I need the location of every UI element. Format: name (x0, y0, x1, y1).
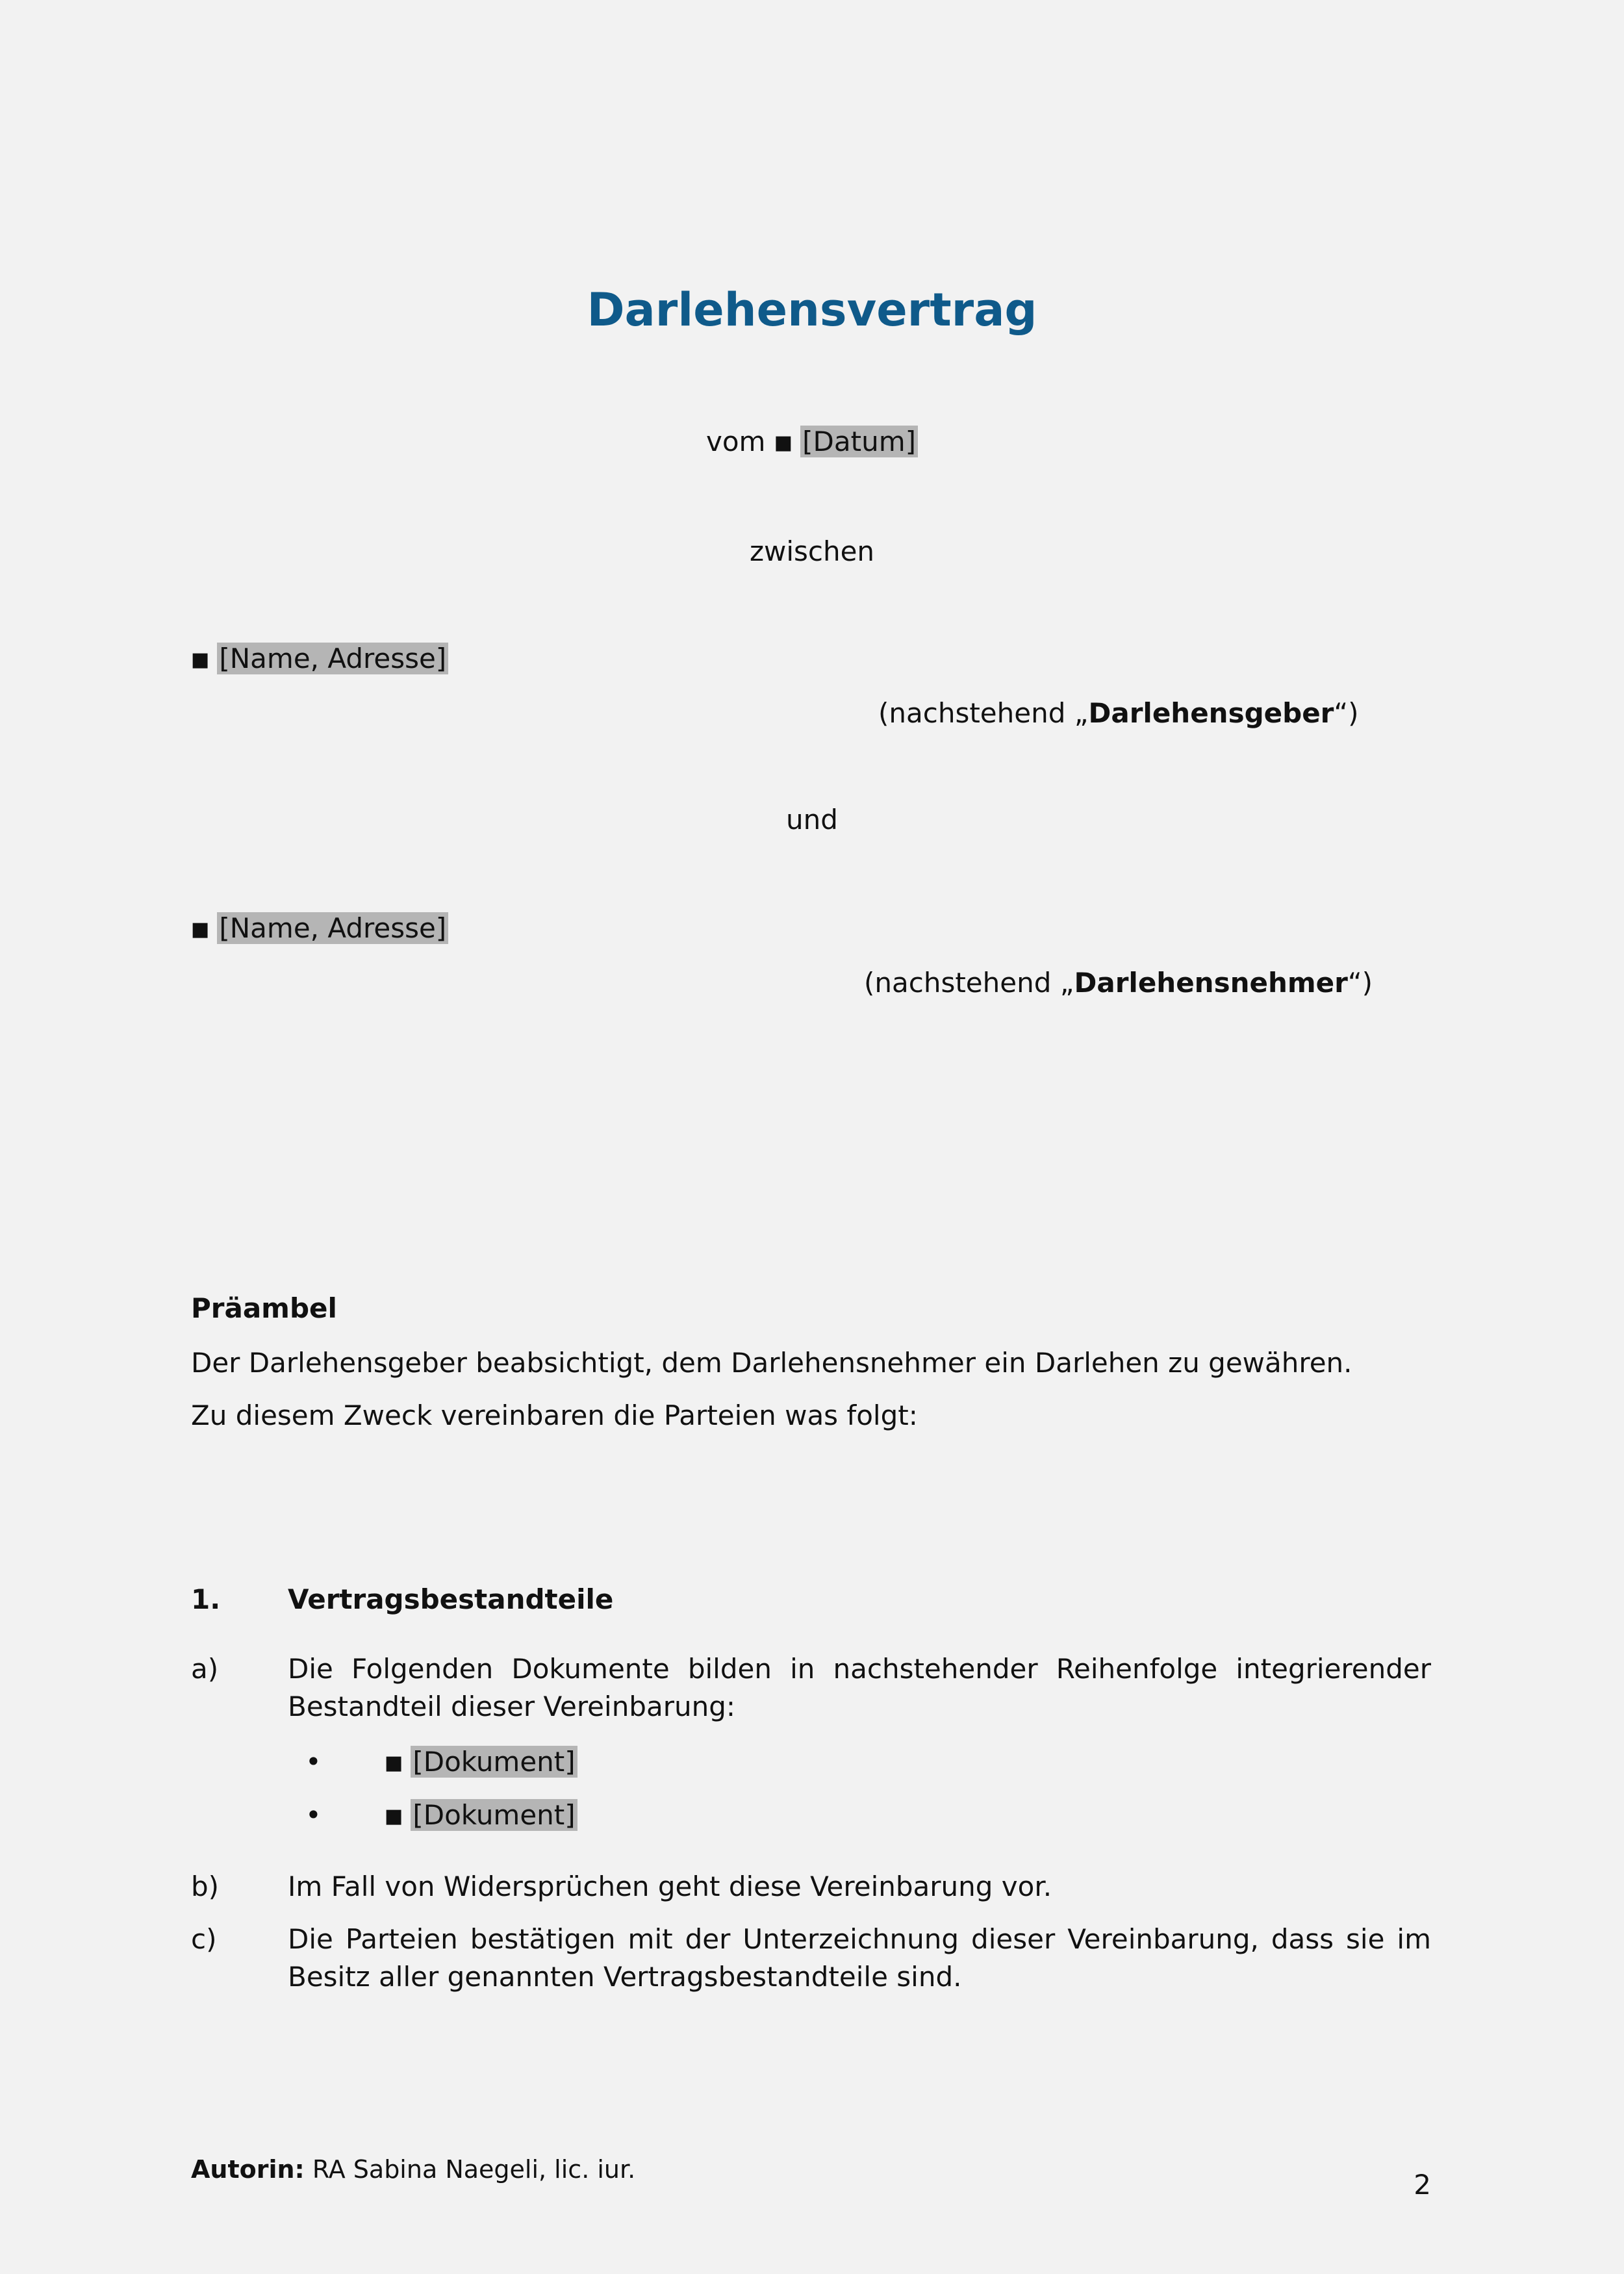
document-placeholder: [Dokument] (411, 1746, 577, 1778)
bullet-icon: • (305, 1746, 322, 1778)
and-text: und (786, 804, 838, 836)
section1-heading (288, 1581, 613, 1618)
placeholder-marker-icon: ■ (191, 648, 210, 671)
placeholder-marker-icon: ■ (774, 431, 793, 454)
footer-author (191, 2153, 635, 2186)
party1-role-name: Darlehensgeber (1088, 697, 1334, 729)
date-placeholder: [Datum] (800, 426, 918, 457)
party1-line (191, 640, 448, 679)
party2-role-open: (nachstehend „ (864, 967, 1074, 999)
date-line (0, 423, 1624, 462)
footer-author-label: Autorin: (191, 2155, 305, 2184)
placeholder-marker-icon: ■ (385, 1752, 403, 1774)
party2-role (864, 964, 1373, 1002)
bullet-icon: • (305, 1799, 322, 1831)
item-a-text: Die Folgenden Dokumente bilden in nachstehender Reihenfolge integrierender Bestandteil dieser Vereinbarung: (288, 1653, 1431, 1722)
item-b-label: b) (191, 1871, 220, 1902)
section1-heading-text: Vertragsbestandteile (288, 1583, 614, 1615)
document-item (385, 1796, 577, 1835)
party2-line (191, 910, 448, 949)
page-number: 2 (1414, 2169, 1431, 2201)
party1-placeholder: [Name, Adresse] (217, 643, 448, 674)
party2-role-close: “) (1347, 967, 1373, 999)
party1-role-open: (nachstehend „ (878, 697, 1089, 729)
document-item (385, 1743, 577, 1782)
item-b-text: Im Fall von Widersprüchen geht diese Vereinbarung vor. (288, 1871, 1052, 1902)
party1-role (878, 695, 1359, 732)
preamble-heading-text: Präambel (191, 1292, 337, 1324)
preamble-line-1: Der Darlehensgeber beabsichtigt, dem Darlehensnehmer ein Darlehen zu gewähren. (191, 1347, 1352, 1379)
party1-role-close: “) (1334, 697, 1359, 729)
item-c-label: c) (191, 1923, 217, 1955)
date-prefix: vom (705, 426, 766, 457)
party2-placeholder: [Name, Adresse] (217, 912, 448, 944)
section1-number (191, 1581, 220, 1618)
document-title: Darlehensvertrag (587, 283, 1037, 337)
section1-number-text: 1. (191, 1583, 221, 1615)
preamble-line-2: Zu diesem Zweck vereinbaren die Parteien was folgt: (191, 1399, 918, 1431)
preamble-heading (191, 1290, 337, 1327)
document-placeholder: [Dokument] (411, 1799, 577, 1831)
party2-role-name: Darlehensnehmer (1074, 967, 1348, 999)
placeholder-marker-icon: ■ (385, 1805, 403, 1828)
item-a-label: a) (191, 1653, 219, 1685)
placeholder-marker-icon: ■ (191, 918, 210, 941)
item-c-text: Die Parteien bestätigen mit der Unterzeichnung dieser Vereinbarung, dass sie im Besitz aller genannten Vertragsbestandteile sind. (288, 1923, 1431, 1993)
between-text: zwischen (749, 535, 875, 567)
footer-author-name: RA Sabina Naegeli, lic. iur. (312, 2155, 636, 2184)
